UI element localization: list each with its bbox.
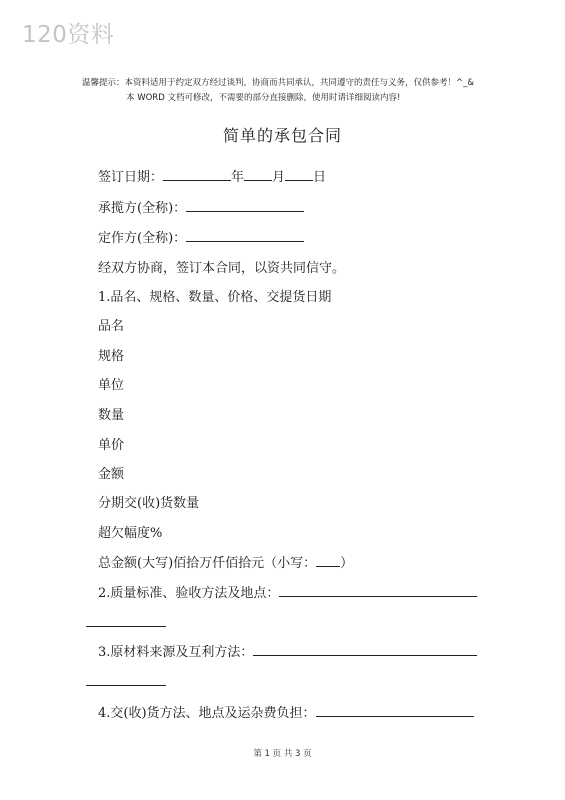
section-4-row [98, 702, 474, 721]
page-number: 第 1 页 共 3 页 [253, 749, 312, 759]
watermark-logo-text: 120资料 [22, 22, 115, 48]
section-1-heading: 1.品名、规格、数量、价格、交提货日期 [98, 290, 332, 305]
notice-block [82, 76, 502, 106]
total-prefix: 总金额(大写)佰拾万仟佰拾元（小写： [98, 556, 317, 571]
item-installment: 分期交(收)货数量 [98, 496, 200, 511]
sign-date-row [98, 166, 326, 185]
item-amount: 金额 [98, 467, 125, 482]
orderer-blank [186, 229, 304, 242]
orderer-label: 定作方(全称)： [98, 231, 187, 246]
orderer-row [98, 227, 304, 246]
notice-line-2: 本 WORD 文档可修改，不需要的部分直接删除，使用时请详细阅读内容! [126, 93, 401, 103]
contractor-row [98, 197, 304, 216]
sign-date-label: 签订日期： [98, 170, 164, 185]
sign-year-blank [163, 168, 231, 181]
item-unit: 单位 [98, 378, 125, 393]
section-2-continuation-blank [86, 625, 166, 627]
item-name: 品名 [98, 319, 125, 334]
item-spec: 规格 [98, 349, 125, 364]
contractor-blank [186, 199, 304, 212]
document-title: 简单的承包合同 [222, 126, 342, 145]
sign-month-blank [244, 168, 272, 181]
section-4-heading: 4.交(收)货方法、地点及运杂费负担： [98, 706, 316, 721]
month-label: 月 [272, 170, 286, 185]
section-4-blank [316, 704, 474, 717]
day-label: 日 [313, 170, 327, 185]
notice-line-1: 温馨提示：本资料适用于约定双方经过谈判，协商而共同承认，共同遵守的责任与义务，仅供参考！^_& [82, 78, 475, 88]
intro-text: 经双方协商，签订本合同，以资共同信守。 [98, 261, 346, 276]
section-3-blank [253, 643, 477, 656]
total-amount-row [98, 552, 353, 571]
section-2-blank [279, 584, 477, 597]
sign-day-blank [285, 168, 313, 181]
contractor-label: 承揽方(全称)： [98, 201, 187, 216]
total-lowercase-blank [316, 554, 340, 567]
section-3-row [98, 641, 477, 660]
item-unit-price: 单价 [98, 438, 125, 453]
year-label: 年 [231, 170, 245, 185]
section-3-heading: 3.原材料来源及互利方法： [98, 645, 254, 660]
section-2-row [98, 582, 477, 601]
section-3-continuation-blank [86, 684, 166, 686]
item-tolerance: 超欠幅度% [98, 526, 163, 541]
section-2-heading: 2.质量标准、验收方法及地点： [98, 586, 280, 601]
total-suffix: ） [340, 556, 354, 571]
item-quantity: 数量 [98, 408, 125, 423]
